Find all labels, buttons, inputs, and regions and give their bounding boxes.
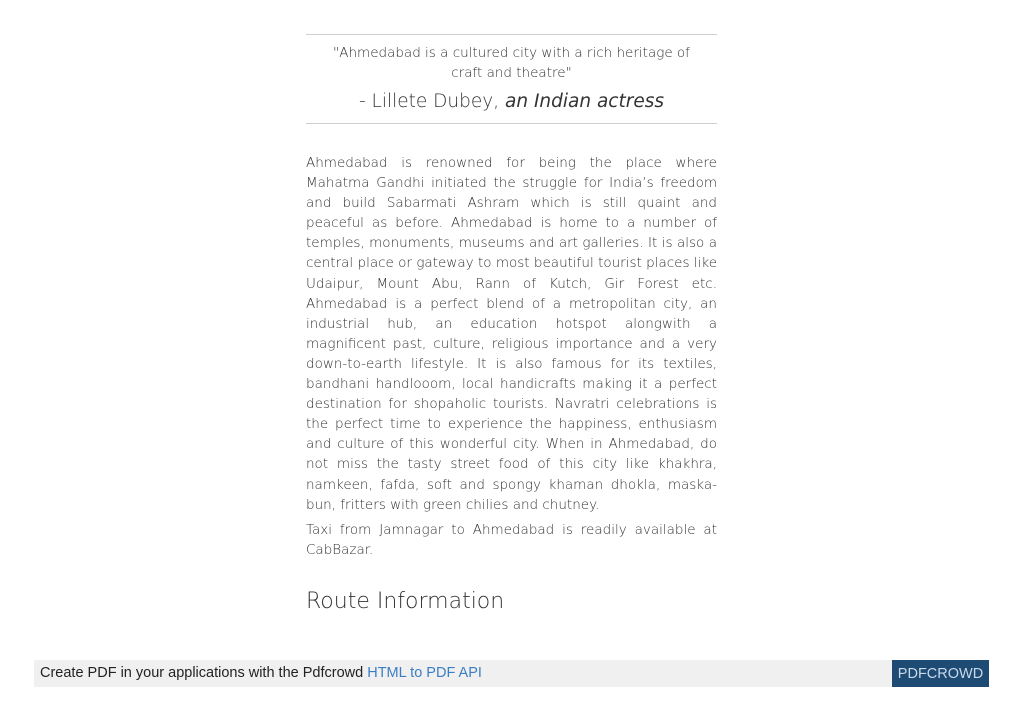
section-heading: Route Information <box>306 588 505 614</box>
article-paragraph: Taxi from Jamnagar to Ahmedabad is readily available at CabBazar. <box>306 521 717 558</box>
html-to-pdf-api-link[interactable]: HTML to PDF API <box>367 665 482 681</box>
quote-block <box>306 34 717 124</box>
footer-caption: Create PDF in your applications with the Pdfcrowd <box>40 665 368 681</box>
article-content <box>306 34 717 617</box>
quote-text: "Ahmedabad is a cultured city with a rich heritage of craft and theatre" <box>333 45 690 81</box>
pdfcrowd-footer <box>34 660 989 687</box>
quote-attribution <box>306 89 717 115</box>
article-paragraph: Ahmedabad is renowned for being the place where Mahatma Gandhi initiated the struggle for India’s freedom and build Sabarmati Ashram which is still quaint and peaceful as before. Ahmedabad is home to a number of temples, monuments, museums and art galleries. It is also a central place or gateway to most beautiful tourist places like Udaipur, Mount Abu, Rann of Kutch, Gir Forest etc. Ahmedabad is a perfect blend of a metropolitan city, an industrial hub, an education hotspot alongwith a magnificent past, culture, religious importance and a very down-to-earth lifestyle. It is also famous for its textiles, bandhani handlooom, local handicrafts making it a perfect destination for shopaholic tourists. Navratri celebrations is the perfect time to experience the happiness, enthusiasm and culture of this wonderful city. When in Ahmedabad, do not miss the tasty street food of this city like khakhra, namkeen, fafda, soft and spongy khaman dhokla, maska-bun, fritters with green chilies and chutney. <box>306 155 717 513</box>
footer-text <box>40 665 482 681</box>
pdfcrowd-button[interactable]: PDFCROWD <box>892 660 989 687</box>
quote-author-description: an Indian actress <box>505 91 664 112</box>
quote-author: - Lillete Dubey, <box>359 91 505 112</box>
